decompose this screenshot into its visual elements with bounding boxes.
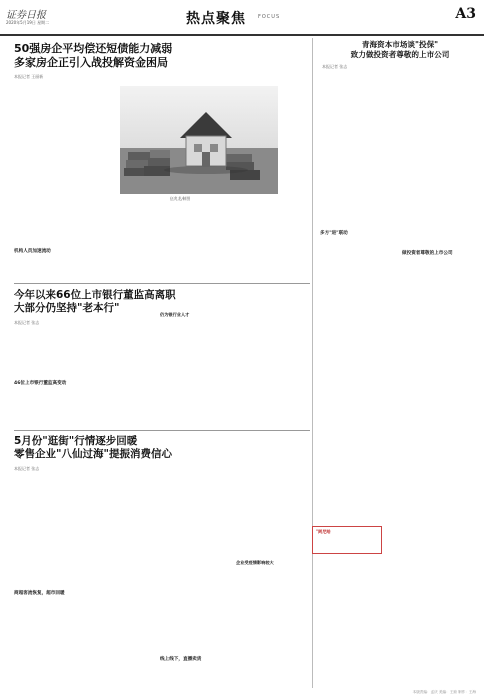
section-title: 热点聚焦 — [186, 11, 246, 27]
article-1-column-3 — [14, 256, 118, 282]
article-3-title-line-2: 零售企业"八仙过海"提振消费信心 — [14, 448, 172, 460]
article-1-title-line-1: 50强房企平均偿还短债能力减弱 — [14, 42, 173, 55]
article-3-subhead-3: 企业受疫情影响较大 — [236, 560, 274, 565]
callout-title: "阿尼哈 — [316, 529, 331, 534]
article-1-byline: 本报记者 王丽新 — [14, 74, 44, 79]
article-3-title-line-1: 5月份"逛街"行情逐步回暖 — [14, 435, 138, 447]
article-2-column-4 — [160, 320, 234, 428]
article-1-column-4 — [120, 202, 170, 278]
sidebar-column-2 — [320, 238, 398, 524]
column-divider — [312, 38, 313, 688]
article-2-subhead-2: 仍为银行业人才 — [160, 312, 190, 317]
sidebar-byline: 本报记者 张志 — [322, 64, 348, 69]
sidebar-title-line-1: 青海资本市场谈"投保" — [361, 40, 439, 49]
photo-caption: 伍兆龙/制图 — [170, 196, 191, 201]
page-header — [0, 0, 484, 36]
article-1-column-2 — [72, 82, 118, 244]
article-2-title-line-1: 今年以来66位上市银行董监高离职 — [14, 289, 176, 301]
sidebar-subhead-1: 多方"进"联动 — [320, 231, 348, 236]
article-3-column-4 — [160, 466, 234, 654]
page-footer: 本版责编：孟庆 美编：王琼 制作：王海 — [412, 690, 476, 694]
article-3-column-6 — [236, 466, 310, 686]
section-divider — [14, 283, 310, 284]
article-3-column-5 — [160, 664, 234, 686]
sidebar-column-5 — [402, 258, 480, 686]
house-money-photo — [120, 86, 278, 194]
article-2-byline: 本报记者 张志 — [14, 320, 40, 325]
article-2-title-line-2: 大部分仍坚持"老本行" — [14, 302, 120, 314]
article-2-column-5 — [236, 320, 310, 428]
article-1-column-5 — [172, 202, 222, 278]
section-divider — [14, 430, 310, 431]
article-1-column-1 — [14, 82, 70, 244]
article-3-column-3 — [84, 466, 156, 686]
article-3-column-2 — [14, 598, 80, 686]
section-title-en: FOCUS — [258, 14, 281, 20]
sidebar-column-4 — [402, 76, 480, 246]
article-2-subhead-1: 46位上市银行董监高变动 — [14, 381, 67, 386]
article-1-column-7 — [280, 86, 310, 276]
masthead: 证券日报 — [6, 10, 46, 21]
page-number: A3 — [455, 6, 476, 22]
sidebar-column-3 — [320, 558, 398, 686]
sidebar-callout — [312, 526, 382, 554]
sidebar-title-line-2: 致力做投资者尊敬的上市公司 — [350, 49, 450, 59]
sidebar-title — [322, 40, 478, 60]
article-2-column-2 — [14, 388, 82, 428]
article-3-subhead-1: 商超客流恢复，超市回暖 — [14, 591, 65, 596]
article-3-column-1 — [14, 472, 80, 588]
sidebar-subhead-2: 做投资者尊敬的上市公司 — [402, 251, 453, 256]
issue-date: 2020年5月19日 星期二 — [6, 20, 50, 25]
article-2-column-1 — [14, 326, 82, 378]
sidebar-column-1 — [320, 76, 398, 226]
article-1-subhead: 机构人员加速流动 — [14, 249, 51, 254]
article-2-column-3 — [86, 326, 158, 428]
article-3-byline: 本报记者 张志 — [14, 466, 40, 471]
article-1-column-6 — [226, 202, 278, 278]
article-3-subhead-2: 线上线下，直播卖货 — [160, 657, 202, 662]
article-1-title-line-2: 多家房企正引入战投解资金困局 — [14, 56, 168, 69]
